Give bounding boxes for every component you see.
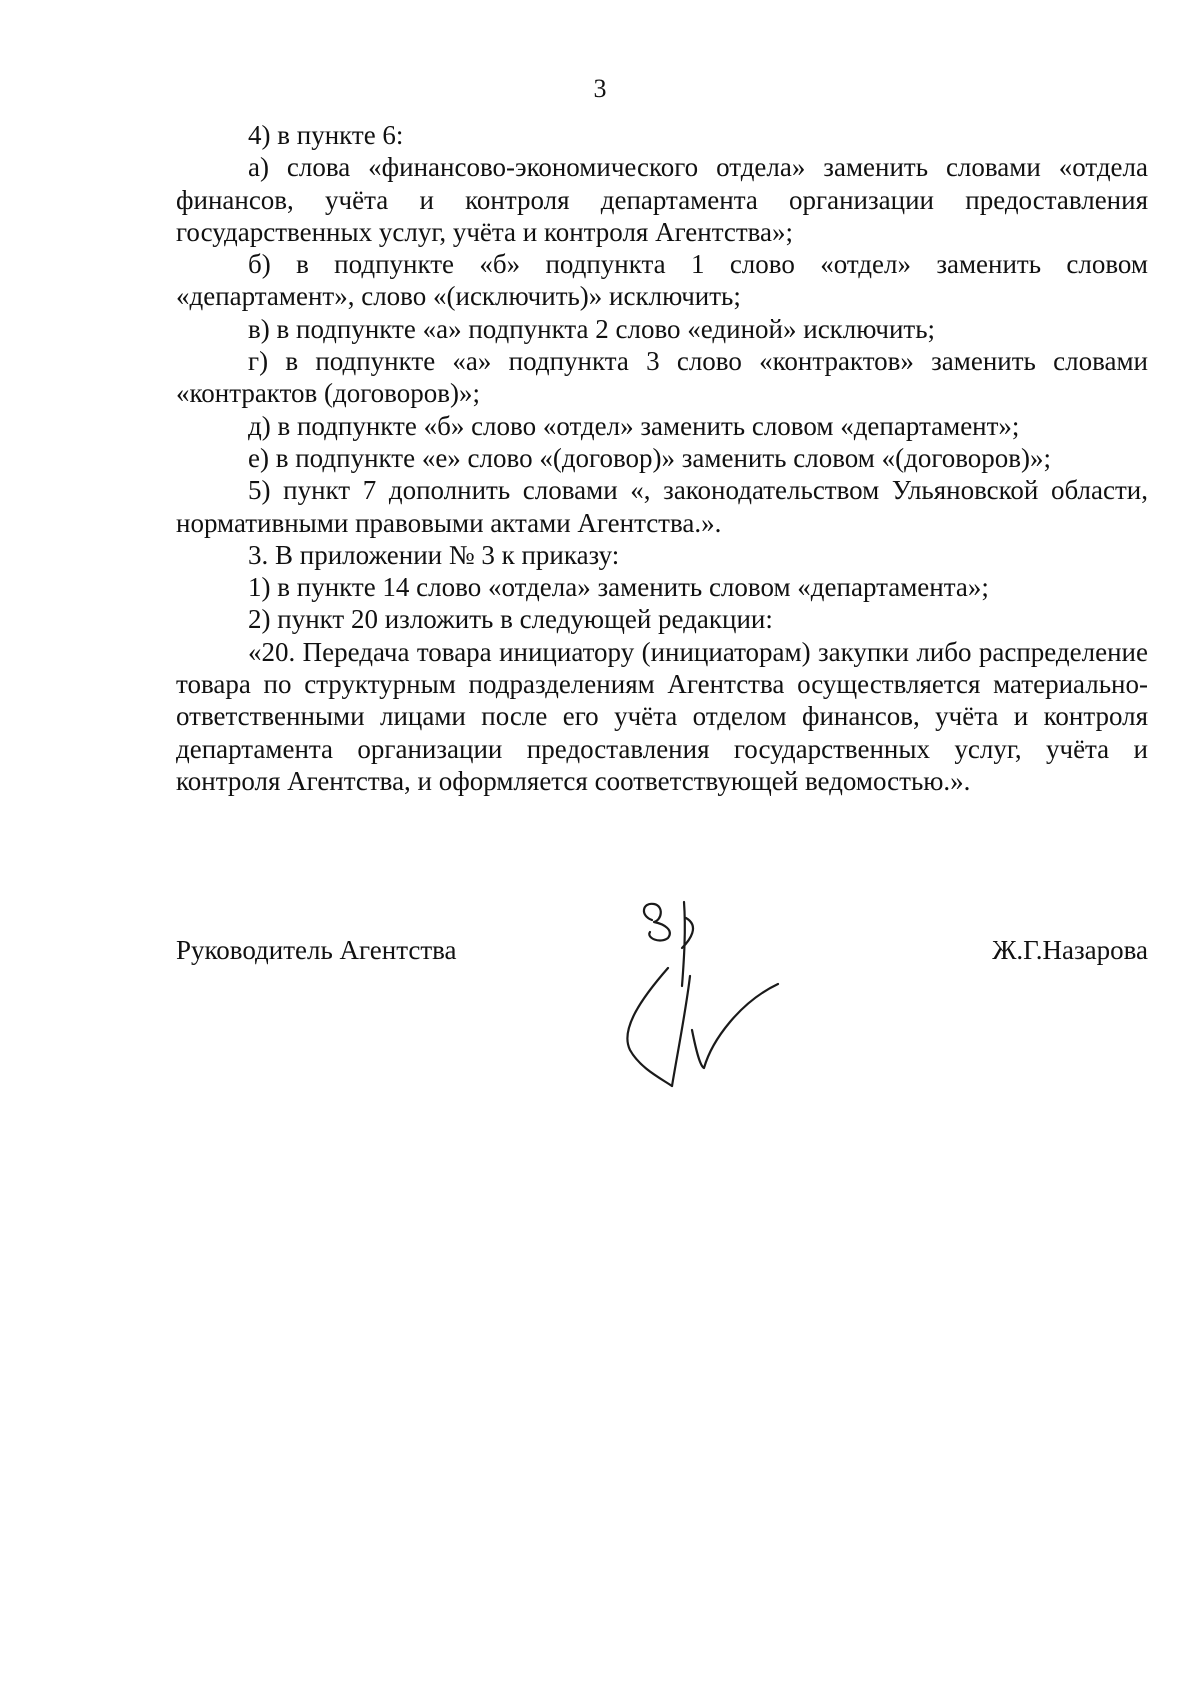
paragraph: в) в подпункте «а» подпункта 2 слово «единой» исключить; [248,313,936,344]
paragraph: а) слова «финансово-экономического отдела» заменить словами «отдела финансов, учёта и контроля департамента организации предоставления государственных услуг, учёта и контроля Агентства»; [176,152,1148,247]
paragraph: б) в подпункте «б» подпункта 1 слово «отдел» заменить словом «департамент», слово «(исключить)» исключить; [176,249,1148,312]
paragraph: «20. Передача товара инициатору (инициаторам) закупки либо распределение товара по структурным подразделениям Агентства осуществляется материально-ответственными лицами после его учёта отделом финансов, учёта и контроля департамента организации предоставления государственных услуг, учёта и контроля Агентства, и оформляется соответствующей ведомостью.». [176,636,1148,796]
paragraph: 5) пункт 7 дополнить словами «, законодательством Ульяновской области, нормативными правовыми актами Агентства.». [176,475,1148,538]
handwritten-signature [600,890,800,1090]
paragraph: 4) в пункте 6: [248,120,404,150]
paragraph: 2) пункт 20 изложить в следующей редакции: [248,604,773,635]
signatory-name: Ж.Г.Назарова [992,935,1148,965]
signatory-position: Руководитель Агентства [176,935,457,965]
paragraph: 1) в пункте 14 слово «отдела» заменить словом «департамента»; [248,572,989,603]
paragraph: д) в подпункте «б» слово «отдел» заменить словом «департамент»; [248,410,1020,441]
paragraph: е) в подпункте «е» слово «(договор)» заменить словом «(договоров)»; [248,442,1052,473]
paragraph: г) в подпункте «а» подпункта 3 слово «контрактов» заменить словами «контрактов (договоров)»; [176,346,1148,409]
page-number: 3 [593,74,607,103]
paragraph: 3. В приложении № 3 к приказу: [248,539,620,570]
document-body [176,119,1148,797]
